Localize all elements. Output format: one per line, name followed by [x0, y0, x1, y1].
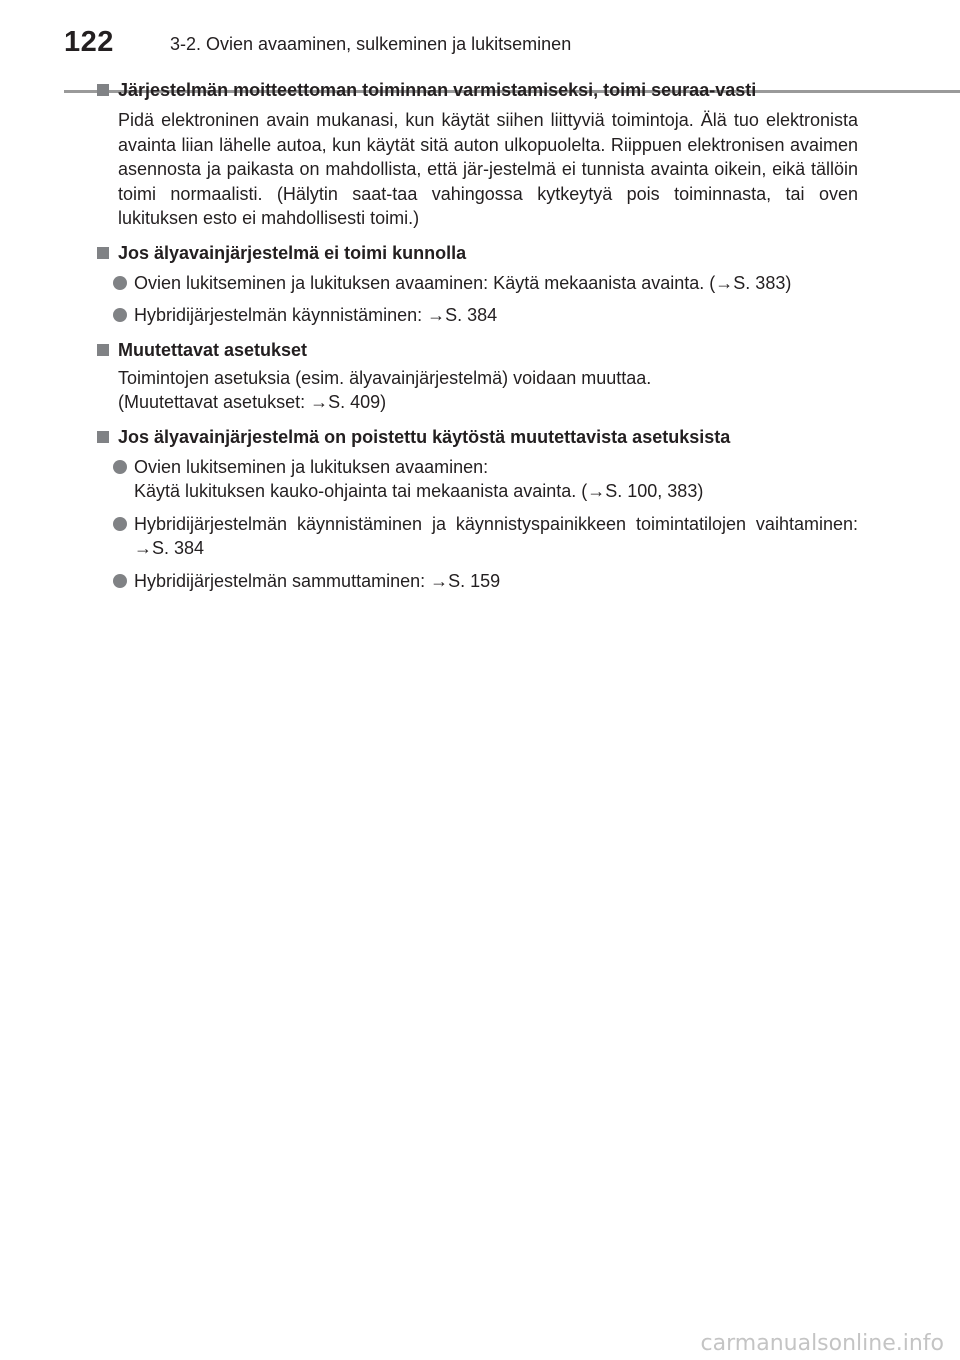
- section-heading: [96, 338, 858, 362]
- square-bullet-icon: [97, 431, 109, 443]
- paragraph-line: Toimintojen asetuksia (esim. älyavainjärjestelmä) voidaan muuttaa.: [118, 367, 652, 388]
- section-heading-text: Muutettavat asetukset: [118, 339, 308, 360]
- section-heading-text: Järjestelmän moitteettoman toiminnan varmistamiseksi, toimi seuraa-vasti: [118, 80, 757, 100]
- circle-bullet-icon: [113, 308, 127, 322]
- page-header: [64, 26, 960, 62]
- bullet-list: [96, 455, 858, 594]
- section-heading-text: Jos älyavainjärjestelmä ei toimi kunnolla: [118, 242, 467, 263]
- list-item: [96, 303, 858, 328]
- list-item-text: Hybridijärjestelmän käynnistäminen: →S. 384: [134, 305, 498, 325]
- watermark: carmanualsonline.info: [700, 1331, 944, 1356]
- section-customization: [96, 338, 858, 415]
- list-item-text: Hybridijärjestelmän käynnistäminen ja käynnistyspainikkeen toimintatilojen vaihtaminen: →S. 384: [134, 513, 858, 558]
- page-number: 122: [64, 26, 114, 58]
- section-system-operation: [96, 78, 858, 231]
- section-heading: [96, 425, 858, 449]
- circle-bullet-icon: [113, 517, 127, 531]
- list-item: [96, 455, 858, 504]
- square-bullet-icon: [97, 84, 109, 96]
- section-paragraph: Pidä elektroninen avain mukanasi, kun käytät siihen liittyviä toimintoja. Älä tuo elektronista avainta liian lähelle autoa, kun käytät sitä auton ulkopuolelta. Riippuen elektronisen avaimen asennosta ja paikasta on mahdollista, että jär-jestelmä ei tunnista avainta oikein, eikä tällöin toimi normaalisti. (Hälytin saat-taa vahingossa kytkeytyä pois toiminnasta, tai oven lukituksen esto ei mahdollisesti toimi.): [118, 110, 858, 228]
- section-heading-text: Jos älyavainjärjestelmä on poistettu käytöstä muutettavista asetuksista: [118, 426, 731, 447]
- circle-bullet-icon: [113, 276, 127, 290]
- section-paragraph: [96, 366, 858, 415]
- bullet-list: [96, 271, 858, 328]
- section-disabled-system: [96, 425, 858, 594]
- list-item-text: Hybridijärjestelmän sammuttaminen: →S. 159: [134, 570, 501, 591]
- chapter-title: 3-2. Ovien avaaminen, sulkeminen ja lukitseminen: [170, 34, 572, 54]
- paragraph-line: (Muutettavat asetukset: →S. 409): [118, 392, 387, 412]
- square-bullet-icon: [97, 344, 109, 356]
- section-malfunction: [96, 241, 858, 328]
- circle-bullet-icon: [113, 460, 127, 474]
- square-bullet-icon: [97, 247, 109, 259]
- list-item-text: Ovien lukitseminen ja lukituksen avaaminen:: [134, 456, 489, 477]
- section-heading: [96, 78, 858, 102]
- list-item: [96, 569, 858, 594]
- page-content: [96, 78, 858, 603]
- list-item-text: Ovien lukitseminen ja lukituksen avaaminen: Käytä mekaanista avainta. (→S. 383): [134, 272, 792, 293]
- circle-bullet-icon: [113, 574, 127, 588]
- list-item: [96, 512, 858, 561]
- list-item: [96, 271, 858, 296]
- list-item-text: Käytä lukituksen kauko-ohjainta tai mekaanista avainta. (→S. 100, 383): [134, 481, 704, 501]
- section-heading: [96, 241, 858, 265]
